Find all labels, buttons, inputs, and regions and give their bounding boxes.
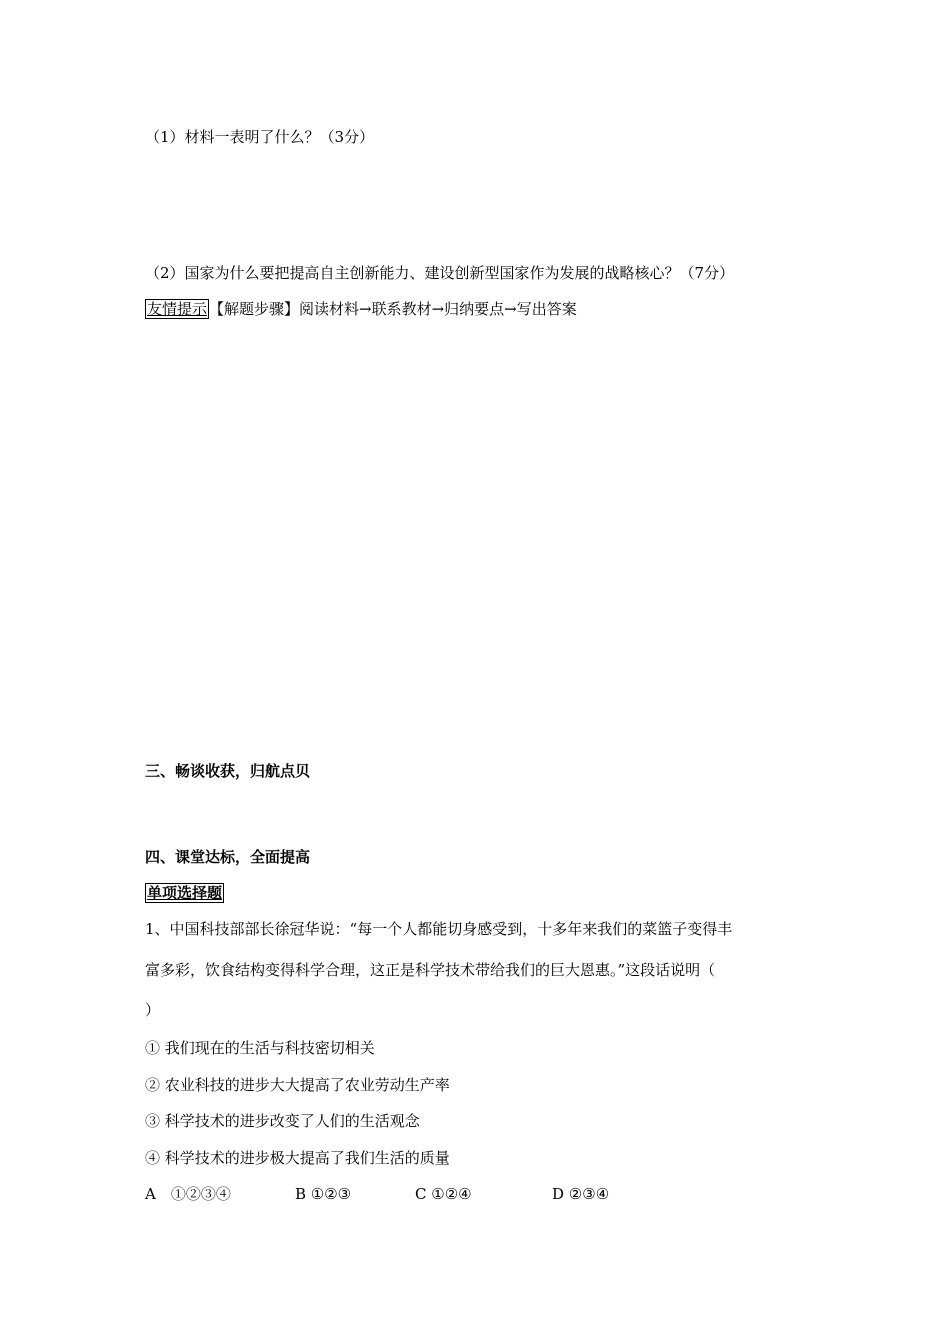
question-1-line-2: 富多彩，饮食结构变得科学合理，这正是科学技术带给我们的巨大恩惠。”这段话说明（ — [145, 961, 716, 979]
hint-line — [145, 299, 577, 319]
option-a: A ①②③④ — [145, 1185, 231, 1203]
statement-3: ③ 科学技术的进步改变了人们的生活观念 — [145, 1112, 420, 1130]
option-c: C ①②④ — [415, 1185, 472, 1203]
question-part-1: （1）材料一表明了什么？（3分） — [145, 128, 375, 146]
hint-label: 友情提示 — [147, 300, 208, 318]
statement-2: ② 农业科技的进步大大提高了农业劳动生产率 — [145, 1076, 450, 1094]
statement-1: ① 我们现在的生活与科技密切相关 — [145, 1039, 375, 1057]
section-4-heading: 四、课堂达标，全面提高 — [145, 848, 311, 866]
statement-4: ④ 科学技术的进步极大提高了我们生活的质量 — [145, 1149, 450, 1167]
hint-text: 【解题步骤】阅读材料→联系教材→归纳要点→写出答案 — [209, 300, 577, 318]
option-d: D ②③④ — [552, 1185, 610, 1203]
question-1-line-3: ） — [145, 1001, 161, 1019]
question-1-line-1: 1、中国科技部部长徐冠华说：“每一个人都能切身感受到，十多年来我们的菜篮子变得丰 — [145, 920, 733, 938]
mcq-label: 单项选择题 — [147, 884, 223, 902]
section-3-heading: 三、畅谈收获，归航点贝 — [145, 762, 311, 780]
question-part-2: （2）国家为什么要把提高自主创新能力、建设创新型国家作为发展的战略核心？（7分） — [145, 264, 735, 282]
mcq-label-line — [145, 883, 224, 903]
option-b: B ①②③ — [295, 1185, 352, 1203]
